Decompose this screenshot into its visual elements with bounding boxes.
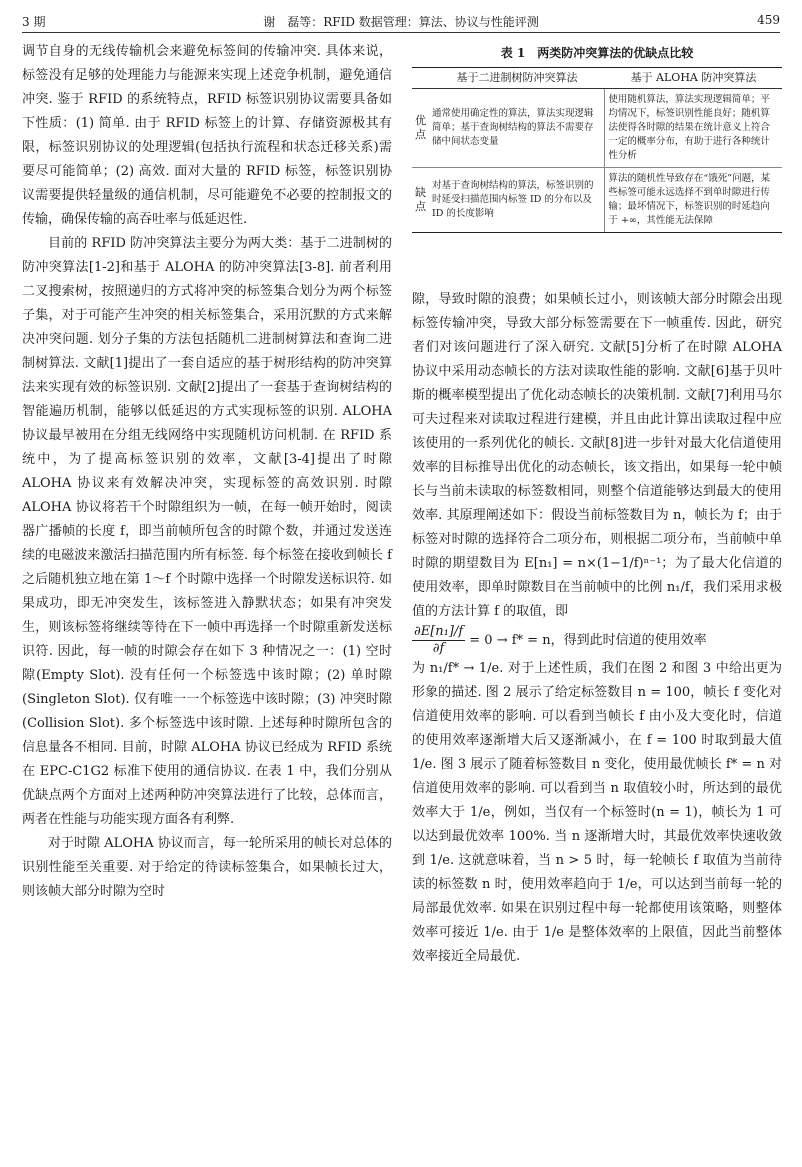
table-cell: 对基于查询树结构的算法，标签识别的时延受扫描范围内标签 ID 的分布以及 ID 的长度影响 bbox=[429, 168, 605, 233]
table-row bbox=[412, 168, 782, 233]
row-label: 缺点 bbox=[412, 168, 429, 233]
paragraph: 对于时隙 ALOHA 协议而言，每一轮所采用的帧长对总体的识别性能至关重要. 对于给定的待读标签集合，如果帧长过大，则该帧大部分时隙为空时 bbox=[22, 836, 392, 899]
table-header-row bbox=[412, 68, 782, 89]
running-header bbox=[22, 10, 780, 33]
comparison-table bbox=[412, 67, 782, 233]
table-corner bbox=[412, 68, 429, 89]
left-column bbox=[22, 40, 392, 904]
formula-rest: = 0 → f* = n，得到此时信道的使用效率 bbox=[469, 633, 707, 648]
table-row bbox=[412, 89, 782, 168]
running-title: 谢 磊等：RFID 数据管理：算法、协议与性能评测 bbox=[263, 15, 539, 29]
table-cell: 通常使用确定性的算法，算法实现逻辑简单；基于查询树结构的算法不需要存储中间状态变量 bbox=[429, 89, 605, 168]
table-cell: 使用随机算法，算法实现逻辑简单；平均情况下，标签识别性能良好；随机算法使得各时隙的结果在统计意义上符合一定的概率分布，有助于进行各种统计性分析 bbox=[605, 89, 782, 168]
table-caption: 表 1 两类防冲突算法的优缺点比较 bbox=[500, 46, 694, 60]
formula-denominator: ∂f bbox=[432, 641, 445, 656]
formula-fraction bbox=[412, 624, 465, 657]
column-header: 基于二进制树防冲突算法 bbox=[429, 68, 605, 89]
issue-number: 3 期 bbox=[22, 15, 46, 29]
row-label: 优点 bbox=[412, 89, 429, 168]
formula-numerator: ∂E[n₁]/f bbox=[414, 624, 464, 639]
paragraph: 调节自身的无线传输机会来避免标签间的传输冲突. 具体来说，标签没有足够的处理能力与能源来实现上述竞争机制，避免通信冲突. 鉴于 RFID 的系统特点，RFID 标签识别协议需要具备如下性质：(1) 简单. 由于 RFID 标签上的计算、存储资源极其有限，标签识别协议的处理逻辑(包括执行流程和状态迁移关系)需要尽可能简单；(2) 高效. 面对大量的 RFID 标签，标签识别协议需要提供轻量级的通信机制，尽可能避免不必要的控制报文的传输，确保传输的高吞吐率与低延迟性. bbox=[22, 44, 392, 227]
paragraph: 目前的 RFID 防冲突算法主要分为两大类：基于二进制树的防冲突算法[1-2]和基于 ALOHA 的防冲突算法[3-8]. 前者利用二叉搜索树，按照递归的方式将冲突的标签集合划分为两个标签子集，对于可能产生冲突的相关标签集合，采用沉默的方式来解决冲突问题. 划分子集的方法包括随机二进制树算法和查询二进制树算法. 文献[1]提出了一套自适应的基于树形结构的防冲突算法来实现有效的标签识别. 文献[2]提出了一套基于查询树结构的智能遍历机制，能够以低延迟的方式实现标签的识别. ALOHA 协议最早被用在分组无线网络中实现随机访问机制. 在 RFID 系统中，为了提高标签识别的效率，文献[3-4]提出了时隙 ALOHA 协议来有效解决冲突，实现标签的高效识别. 时隙 ALOHA 协议将若干个时隙组织为一帧，在每一帧开始时，阅读器广播帧的长度 f，即当前帧所包含的时隙个数，并通过发送连续的电磁波来激活扫描范围内所有标签. 每个标签在接收到帧长 f 之后随机独立地在第 1～f 个时隙中选择一个时隙发送标识符. 如果成功，即无冲突发生，该标签进入静默状态；如果有冲突发生，则该标签将继续等待在下一帧中再选择一个时隙重新发送标识符. 因此，每一帧的时隙会存在如下 3 种情况之一：(1) 空时隙(Empty Slot). 没有任何一个标签选中该时隙；(2) 单时隙(Singleton Slot). 仅有唯一一个标签选中该时隙；(3) 冲突时隙(Collision Slot). 多个标签选中该时隙. 上述每种时隙所包含的信息量各不相同. 目前，时隙 ALOHA 协议已经成为 RFID 系统在 EPC-C1G2 标准下使用的通信协议. 在表 1 中，我们分别从优缺点两个方面对上述两种防冲突算法进行了比较，总体而言，两者在性能与功能实现方面各有利弊. bbox=[22, 236, 392, 827]
paragraph: 隙，导致时隙的浪费；如果帧长过小，则该帧大部分时隙会出现标签传输冲突，导致大部分标签需要在下一帧重传. 因此，研究者们对该问题进行了深入研究. 文献[5]分析了在时隙 ALOHA 协议中采用动态帧长的方法对读取性能的影响. 文献[6]基于贝叶斯的概率模型提出了优化动态帧长的决策机制. 文献[7]利用马尔可夫过程来对读取过程进行建模，并且由此计算出读取过程中应该使用的一系列优化的帧长. 文献[8]进一步针对最大化信道使用效率的目标推导出优化的动态帧长，该文指出，如果每一轮中帧长与当前未读取的标签数相同，则整个信道能够达到最大的使用效率. 其原理阐述如下：假设当前标签数目为 n，帧长为 f；由于标签对时隙的选择符合二项分布，则根据二项分布，当前帧中单时隙的期望数目为 E[n₁] = n×(1−1/f)ⁿ⁻¹；为了最大化信道的使用效率，即单时隙数目在当前帧中的比例 n₁/f，我们采用求极值的方法计算 f 的取值，即 bbox=[412, 292, 782, 619]
paragraph: 为 n₁/f* → 1/e. 对于上述性质，我们在图 2 和图 3 中给出更为形象的描述. 图 2 展示了给定标签数目 n = 100，帧长 f 变化对信道使用效率的影响. 可以看到当帧长 f 由小及大变化时，信道的使用效率逐渐增大后又逐渐减小，在 f = 100 时取到最大值1/e. 图 3 展示了随着标签数目 n 变化，使用最优帧长 f* = n 对信道使用效率的影响. 可以看到当 n 取值较小时，所达到的最优效率大于 1/e，例如，当仅有一个标签时(n = 1)，帧长为 1 可以达到最优效率 100%. 当 n 逐渐增大时，其最优效率快速收敛到 1/e. 这就意味着，当 n > 5 时，每一轮帧长 f 取值为当前待读的标签数 n 时，使用效率趋向于 1/e，可以达到当前每一轮的局部最优效率. 如果在识别过程中每一轮都使用该策略，则整体效率可接近 1/e. 由于 1/e 是整体效率的上限值，因此当前整体效率接近全局最优. bbox=[412, 661, 782, 964]
table-cell: 算法的随机性导致存在“饿死”问题，某些标签可能永远选择不到单时隙进行传输；最坏情况下，标签识别的时延趋向于 +∞，其性能无法保障 bbox=[605, 168, 782, 233]
column-header: 基于 ALOHA 防冲突算法 bbox=[605, 68, 782, 89]
page-number: 459 bbox=[757, 13, 780, 27]
right-column bbox=[412, 288, 782, 969]
comparison-table-block bbox=[412, 44, 782, 233]
formula-line bbox=[412, 624, 782, 657]
